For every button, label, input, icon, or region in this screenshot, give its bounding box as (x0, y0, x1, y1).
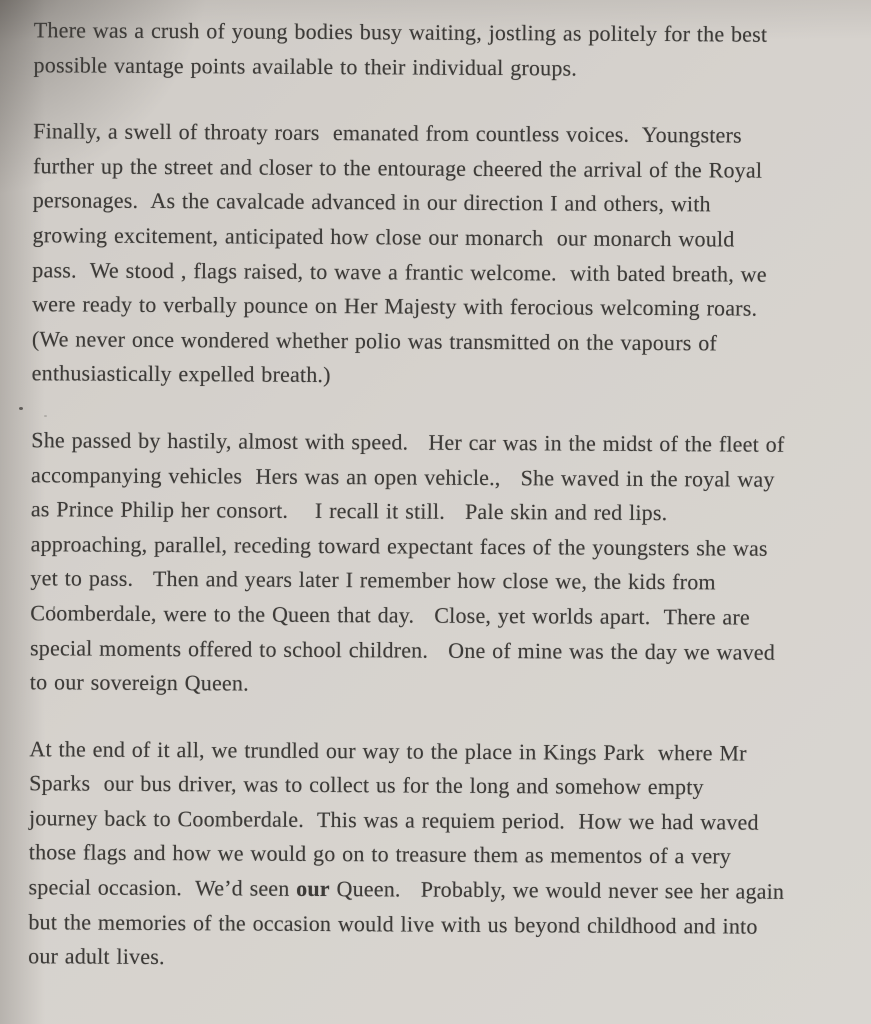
paragraph (30, 423, 871, 705)
text-line (31, 492, 871, 532)
text-line (29, 732, 871, 772)
paragraph (32, 114, 871, 396)
text-line (33, 114, 871, 154)
text-segment: personages. As the cavalcade advanced in our direction I and others, with (32, 187, 711, 217)
text-line (30, 562, 871, 602)
paragraph (33, 13, 871, 87)
text-line (32, 357, 871, 397)
text-line (32, 253, 871, 293)
text-segment: She passed by hastily, almost with speed. Her car was in the midst of the fleet of (31, 427, 785, 457)
text-segment: special occasion. We’d seen (28, 874, 297, 901)
text-line (30, 596, 871, 636)
text-segment: Coomberdale, were to the Queen that day. Close, yet worlds apart. There are (30, 600, 751, 630)
text-segment: further up the street and closer to the entourage cheered the arrival of the Royal (32, 152, 763, 183)
text-segment: (We never once wondered whether polio was transmitted on the vapours of (31, 325, 718, 356)
bold-text-segment: our (296, 875, 330, 902)
text-segment: growing excitement, anticipated how close our monarch our monarch would (32, 222, 735, 252)
text-segment: enthusiastically expelled breath.) (31, 360, 331, 388)
text-line (32, 287, 871, 327)
text-line (28, 870, 871, 910)
text-line (32, 218, 871, 258)
text-line (33, 149, 871, 189)
text-segment: yet to pass. Then and years later I remember how close we, the kids from (30, 565, 716, 595)
text-line (31, 423, 871, 463)
text-segment: possible vantage points available to their individual groups. (33, 51, 578, 81)
text-line (29, 766, 871, 806)
text-segment: Finally, a swell of throaty roars emanated from countless voices. Youngsters (33, 118, 742, 148)
text-line (30, 631, 871, 671)
text-segment: approaching, parallel, receding toward expectant faces of the youngsters she was (30, 530, 768, 561)
text-line (28, 905, 871, 945)
text-line (33, 184, 871, 224)
text-segment: but the memories of the occasion would live with us beyond childhood and into (28, 908, 758, 939)
text-line (28, 939, 871, 979)
text-segment: were ready to verbally pounce on Her Majesty with ferocious welcoming roars. (32, 291, 758, 321)
text-segment: those flags and how we would go on to treasure them as mementos of a very (28, 839, 732, 869)
text-segment: our adult lives. (28, 943, 165, 970)
text-segment: to our sovereign Queen. (29, 669, 249, 696)
text-line (33, 48, 871, 88)
text-segment: There was a crush of young bodies busy waiting, jostling as politely for the best (33, 17, 768, 47)
text-segment: accompanying vehicles Hers was an open vehicle., She waved in the royal way (31, 461, 775, 492)
text-line (29, 801, 871, 841)
text-line (31, 527, 871, 567)
text-segment: journey back to Coomberdale. This was a requiem period. How we had waved (28, 805, 759, 835)
text-segment: pass. We stood , flags raised, to wave a frantic welcome. with bated breath, we (32, 256, 767, 287)
text-line (34, 13, 871, 53)
text-segment: special moments offered to school children. One of mine was the day we waved (29, 634, 776, 665)
text-segment: Sparks our bus driver, was to collect us for the long and somehow empty (29, 770, 704, 800)
text-line (30, 665, 871, 705)
text-line (29, 836, 871, 876)
text-line (31, 458, 871, 498)
text-segment: Queen. Probably, we would never see her again (329, 876, 785, 904)
text-segment: as Prince Philip her consort. I recall it still. Pale skin and red lips. (30, 496, 668, 526)
paragraph (28, 732, 871, 979)
text-segment: At the end of it all, we trundled our way to the place in Kings Park where Mr (29, 735, 747, 766)
text-line (32, 322, 871, 362)
